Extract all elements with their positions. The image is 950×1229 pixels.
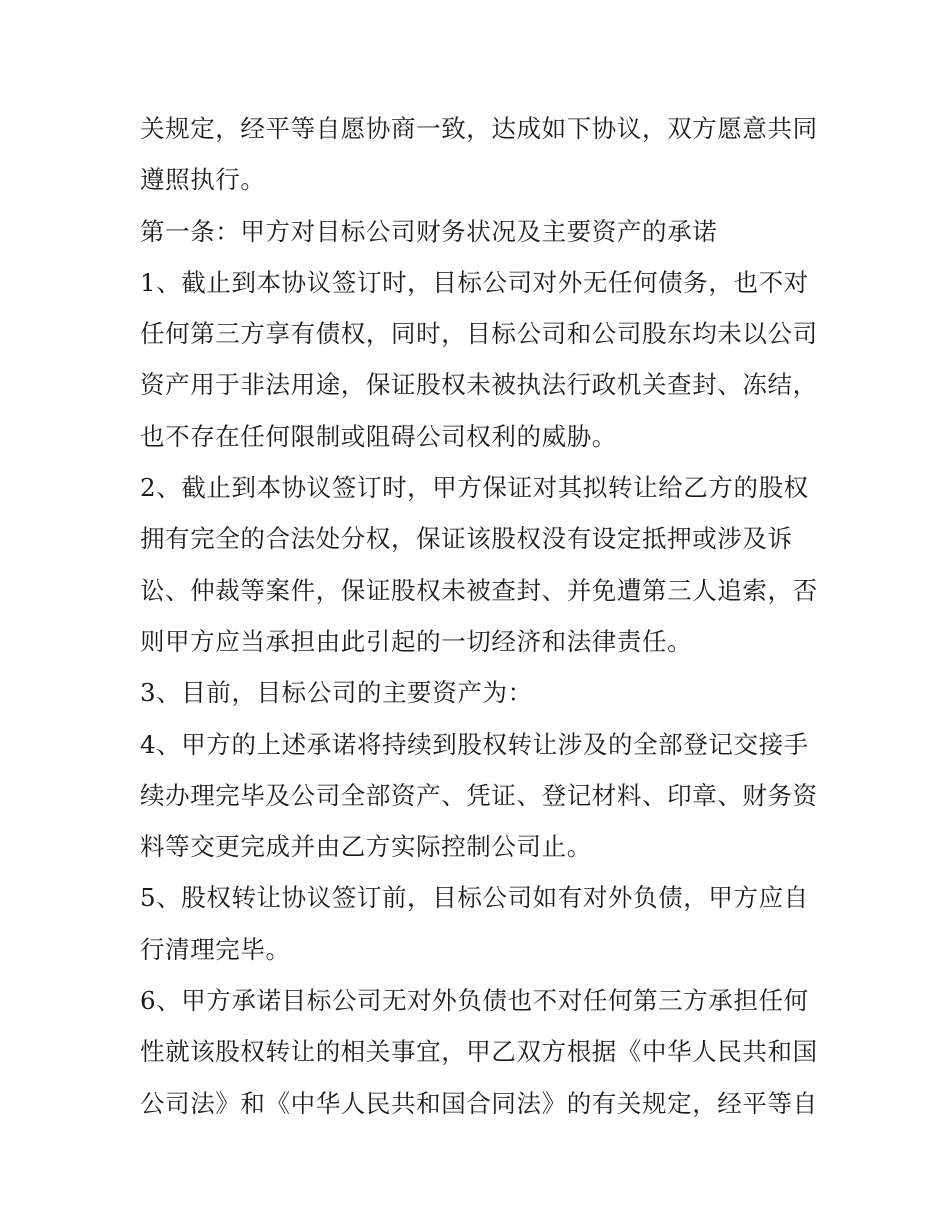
text-line: 3、目前，目标公司的主要资产为： — [140, 678, 533, 708]
text-line: 讼、仲裁等案件，保证股权未被查封、并免遭第三人追索，否 — [140, 575, 818, 605]
text-line: 则甲方应当承担由此引起的一切经济和法律责任。 — [140, 626, 693, 656]
text-line: 资产用于非法用途，保证股权未被执法行政机关查封、冻结， — [140, 370, 818, 400]
text-line: 1、截止到本协议签订时，目标公司对外无任何债务，也不对 — [140, 267, 809, 297]
section-heading: 第一条：甲方对目标公司财务状况及主要资产的承诺 — [140, 216, 718, 246]
text-line: 遵照执行。 — [140, 165, 266, 195]
text-line: 料等交更完成并由乙方实际控制公司止。 — [140, 832, 592, 862]
text-line: 拥有完全的合法处分权，保证该股权没有设定抵押或涉及诉 — [140, 524, 793, 554]
text-line: 任何第三方享有债权，同时，目标公司和公司股东均未以公司 — [140, 319, 818, 349]
text-line: 性就该股权转让的相关事宜，甲乙双方根据《中华人民共和国 — [140, 1037, 818, 1067]
text-line: 公司法》和《中华人民共和国合同法》的有关规定，经平等自 — [140, 1088, 818, 1118]
text-line: 也不存在任何限制或阻碍公司权利的威胁。 — [140, 421, 617, 451]
text-line: 5、股权转让协议签订前，目标公司如有对外负债，甲方应自 — [140, 883, 809, 913]
text-line: 续办理完毕及公司全部资产、凭证、登记材料、印章、财务资 — [140, 780, 818, 810]
text-line: 2、截止到本协议签订时，甲方保证对其拟转让给乙方的股权 — [140, 473, 809, 503]
text-line: 4、甲方的上述承诺将持续到股权转让涉及的全部登记交接手 — [140, 729, 809, 759]
text-line: 6、甲方承诺目标公司无对外负债也不对任何第三方承担任何 — [140, 986, 809, 1016]
text-line: 关规定，经平等自愿协商一致，达成如下协议，双方愿意共同 — [140, 114, 818, 143]
document-body — [140, 103, 820, 1129]
text-line: 行清理完毕。 — [140, 934, 291, 964]
